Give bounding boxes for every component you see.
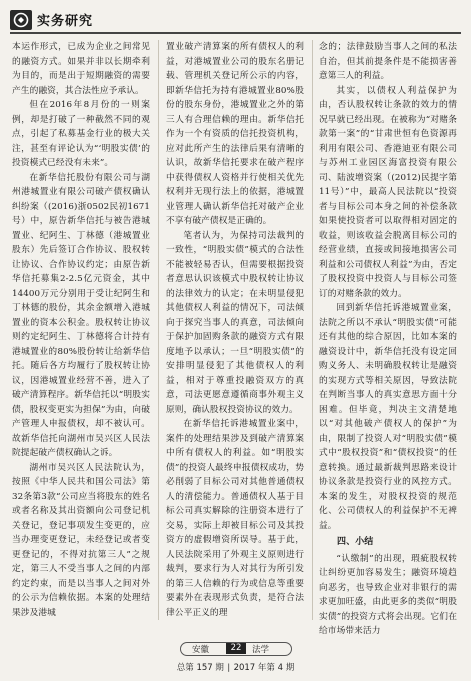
paragraph: 但在2016年8月份的一则案例，却是打破了一种截然不同的观点，引起了私募基金行业的极大关注，甚至有评论认为“‘明股实债’的投资模式已经没有未来”。 xyxy=(12,100,150,168)
text-column-3 xyxy=(319,40,457,639)
paragraph: 在新华信托股份有限公司与湖州港城置业有限公司破产债权确认纠纷案（(2016)浙0502民初1671号）中，原告新华信托与被告港城置业、纪阿生、丁林德（港城置业股东）先后签订合作协议、股权转让协议、合作协议约定；由原告新华信托募集2-2.5亿元资金，其中14400万元分别用于受让纪阿生和丁林德的股份，其余金额增入港城置业的资本公积金。股权转让协议则约定纪阿生、丁林德将合计持有港城置业的80%股份转让给新华信托。随后各方均履行了股权转让协议，因港城置业经营不善，进入了破产清算程序。新华信托以“明股实债，股权变更实为担保”为由，向破产管理人申报债权，却不被认可。故新华信托向湖州市吴兴区人民法院提起破产债权确认之诉。 xyxy=(12,172,150,458)
paragraph: 念的；法律鼓励当事人之间的私法自治，但其前提条件是不能损害善意第三人的利益。 xyxy=(319,42,457,81)
paragraph: 笔者认为，为保持司法裁判的一致性，“明股实债”模式的合法性不能被轻易否认，但需要根据投资者意思认识该模式中股权转让协议的法律效力的认定；在未明显侵犯其他债权人利益的情况下，司法倾向于探究当事人的真意，司法倾向于保护加固购条款的融资方式有限度地予以承认；一旦“明股实债”的安排明显侵犯了其他债权人的利益，相对于尊重投融资双方的真意，司法更愿意遵循商事外观主义原则，确认股权投资协议的效力。 xyxy=(166,230,304,415)
page-footer-band xyxy=(180,642,292,656)
paragraph: “认缴制”的出现，瑕疵股权转让纠纷更加容易发生；融资环境趋向恶劣，也导致企业对非银行的需求更加旺盛，由此更多的类似“明股实债”的投资方式将会出现。它们在给市场带来活力 xyxy=(319,553,457,636)
text-column-1 xyxy=(12,40,150,620)
paragraph: 其实，以债权人利益保护为由，否认股权转让条款的效力的情况早就已经出现。在被称为“对赌条款第一案”的“甘肃世恒有色资源再利用有限公司、香港迪亚有限公司与苏州工业园区海富投资有限公司、陆波增资案（(2012)民提字第11号）”中，最高人民法院以“投资者与目标公司本身之间的补偿条款如果使投资者可以取得相对固定的收益，则该收益会脱离目标公司的经营业绩，直接或间接地损害公司利益和公司债权人利益”为由，否定了股权投资中投资人与目标公司签订的对赌条款的效力。 xyxy=(319,85,457,299)
section-subheading: 四、小结 xyxy=(337,537,374,547)
column-divider xyxy=(158,40,159,620)
footer-journal-left: 安徽 xyxy=(192,645,210,655)
paragraph: 湖州市吴兴区人民法院认为，按照《中华人民共和国公司法》第32条第3款“公司应当将股东的姓名或者名称及其出资额向公司登记机关登记，登记事项发生变更的，应当办理变更登记，未经登记或者变更登记的，不得对抗第三人”之规定，第三人不受当事人之间的内部约定约束，而是以当事人之间对外的公示为信赖依据。本案的处理结果涉及港城 xyxy=(12,462,150,618)
column-divider xyxy=(312,40,313,620)
text-column-2 xyxy=(166,40,304,620)
paragraph: 本运作形式，已成为企业之间常见的融资方式。如果并非以长期牵利为目的，而是出于短期融资的需要产生的融资，其合法性应予承认。 xyxy=(12,42,150,96)
page-number: 22 xyxy=(226,643,246,654)
paragraph: 置业破产清算案的所有债权人的利益，对港城置业公司的股东名册记载、管理机关登记所公示的内容，即新华信托为持有港城置业80%股份的股东身份，港城置业之外的第三人有合理信赖的理由。新华信托作为一个有资质的信托投资机构，应对此所产生的法律后果有清晰的认识，故新华信托要求在破产程序中获得债权人资格并行使相关优先权利并无现行法上的依据，港城置业管理人确认新华信托对破产企业不享有破产债权是正确的。 xyxy=(166,42,304,226)
issue-info: 总第 157 期 ∣ 2017 年第 4 期 xyxy=(176,663,295,673)
paragraph: 在新华信托诉港城置业案中，案件的处理结果涉及到破产清算案中所有债权人的利益。如“明股实债”的投资人最终申报债权成功，势必削弱了目标公司对其他普通债权人的清偿能力。普通债权人基于目标公司真实解除的注册资本进行了交易，实际上却被目标公司及其投资方的虚假增资所误导。基于此，人民法院采用了外观主义原则进行裁判，要求行为人对其行为所引发的第三人信赖的行为或信息等重要要素外在表现形式负责，是符合法律公平正义的理 xyxy=(166,419,304,618)
section-title: 实务研究 xyxy=(37,14,94,29)
paragraph: 回到新华信托诉港城置业案，法院之所以不承认“明股实债”可能还有其他的综合原因，比如本案的融资设计中，新华信托没有设定回购义务人、未明确股权转让是融资的实现方式等相关原因，导致法院在判断当事人的真实意思方面十分困难。但毕竟，判决主文清楚地以“对其他破产债权人的保护”为由，限制了投资人对“明股实债”模式中“股权投资”和“债权投资”的任意转换。通过最新裁判思路来设计协议条款是投资行业的风控方式。本案的发生，对股权投资的规范化、公司债权人的利益保护不无裨益。 xyxy=(319,303,457,531)
header-rule xyxy=(10,32,461,34)
page-header xyxy=(10,8,461,32)
footer-journal-right: 法学 xyxy=(252,645,270,655)
section-logo-icon xyxy=(10,10,32,30)
